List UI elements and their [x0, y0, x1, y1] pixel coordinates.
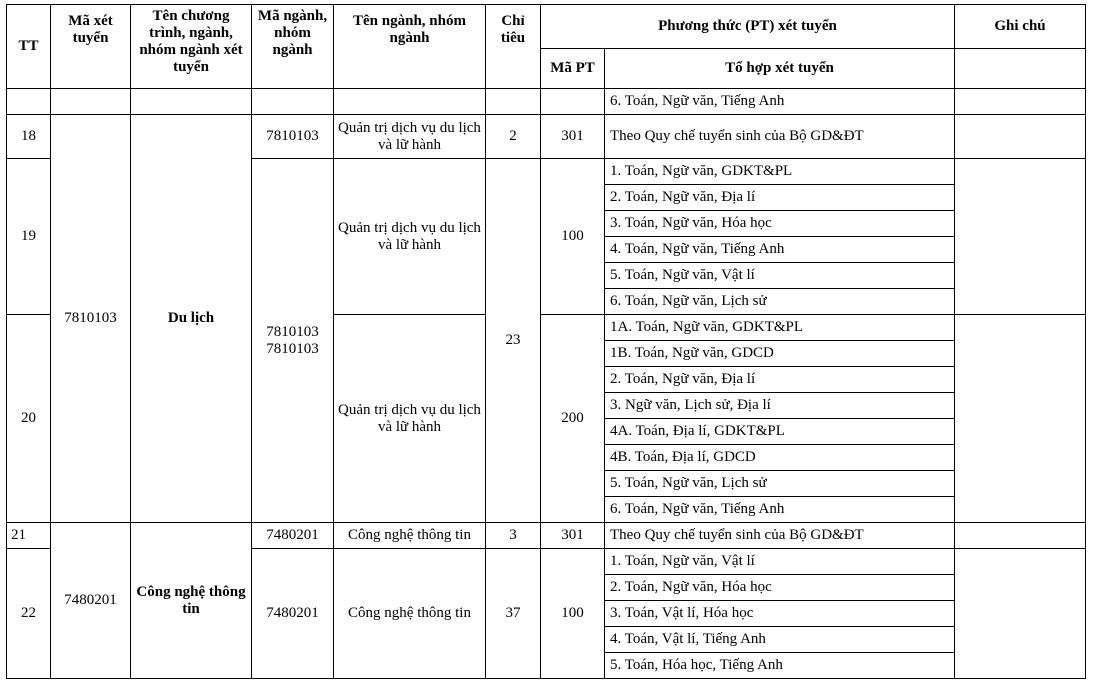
chi-tieu-cell: 3: [486, 523, 541, 549]
combo-cell: 6. Toán, Ngữ văn, Lịch sử: [605, 289, 955, 315]
combo-cell: 4B. Toán, Địa lí, GDCD: [605, 445, 955, 471]
table-row: [7, 115, 1086, 159]
combo-cell: 6. Toán, Ngữ văn, Tiếng Anh: [605, 497, 955, 523]
header-tt: TT: [7, 5, 51, 89]
combo-continuation: 6. Toán, Ngữ văn, Tiếng Anh: [605, 89, 955, 115]
cell-empty: [252, 89, 334, 115]
ma-xet-tuyen-cntt: 7480201: [51, 523, 131, 679]
ghi-chu-cell: [955, 159, 1086, 315]
combo-cell: 2. Toán, Ngữ văn, Hóa học: [605, 575, 955, 601]
combo-cell: 1B. Toán, Ngữ văn, GDCD: [605, 341, 955, 367]
table-row: [7, 523, 1086, 549]
tt-cell: 20: [7, 315, 51, 523]
combo-cell: 5. Toán, Ngữ văn, Lịch sử: [605, 471, 955, 497]
ma-nganh-line: 7810103: [266, 340, 319, 357]
chi-tieu-shared-cell: 23: [486, 159, 541, 523]
combo-cell: 1A. Toán, Ngữ văn, GDKT&PL: [605, 315, 955, 341]
chi-tieu-cell: 37: [486, 549, 541, 679]
ma-nganh-shared-cell: [252, 159, 334, 523]
tt-cell: 18: [7, 115, 51, 159]
cell-empty: [334, 89, 486, 115]
cell-empty: [51, 89, 131, 115]
cell-empty: [486, 89, 541, 115]
ma-pt-cell: 100: [541, 549, 605, 679]
ma-nganh-cell: 7810103: [252, 115, 334, 159]
combo-cell: Theo Quy chế tuyển sinh của Bộ GD&ĐT: [605, 523, 955, 549]
admission-table: [6, 4, 1086, 679]
ma-pt-cell: 200: [541, 315, 605, 523]
header-ma-pt: Mã PT: [541, 49, 605, 89]
tt-cell: 19: [7, 159, 51, 315]
ghi-chu-cell: [955, 523, 1086, 549]
header-chi-tieu: Chỉ tiêu: [486, 5, 541, 89]
ghi-chu-cell: [955, 315, 1086, 523]
tt-cell: 22: [7, 549, 51, 679]
combo-cell: 2. Toán, Ngữ văn, Địa lí: [605, 367, 955, 393]
ma-nganh-cell: 7480201: [252, 523, 334, 549]
ghi-chu-cell: [955, 89, 1086, 115]
ma-nganh-cell: 7480201: [252, 549, 334, 679]
ten-nganh-cell: Quản trị dịch vụ du lịch và lữ hành: [334, 115, 486, 159]
header-ten-chuong-trinh: Tên chương trình, ngành, nhóm ngành xét tuyển: [131, 5, 252, 89]
combo-cell: 5. Toán, Ngữ văn, Vật lí: [605, 263, 955, 289]
header-ma-xet-tuyen: Mã xét tuyển: [51, 5, 131, 89]
ma-nganh-line: 7810103: [266, 323, 319, 340]
ma-pt-cell: 301: [541, 115, 605, 159]
cell-empty: [131, 89, 252, 115]
combo-cell: 4A. Toán, Địa lí, GDKT&PL: [605, 419, 955, 445]
chi-tieu-cell: 2: [486, 115, 541, 159]
ten-nganh-cell: Công nghệ thông tin: [334, 523, 486, 549]
combo-cell: 3. Ngữ văn, Lịch sử, Địa lí: [605, 393, 955, 419]
tt-cell: 21: [7, 523, 51, 549]
ten-nganh-cell: Quản trị dịch vụ du lịch và lữ hành: [334, 159, 486, 315]
ghi-chu-cell: [955, 549, 1086, 679]
header-ma-nganh: Mã ngành, nhóm ngành: [252, 5, 334, 89]
header-phuong-thuc: Phương thức (PT) xét tuyển: [541, 5, 955, 49]
ten-nganh-cell: Quản trị dịch vụ du lịch và lữ hành: [334, 315, 486, 523]
cell-empty: [7, 89, 51, 115]
ghi-chu-cell: [955, 115, 1086, 159]
combo-cell: 1. Toán, Ngữ văn, GDKT&PL: [605, 159, 955, 185]
header-ghi-chu: Ghi chú: [955, 5, 1086, 49]
combo-cell: 4. Toán, Vật lí, Tiếng Anh: [605, 627, 955, 653]
combo-cell: 1. Toán, Ngữ văn, Vật lí: [605, 549, 955, 575]
combo-cell: Theo Quy chế tuyển sinh của Bộ GD&ĐT: [605, 115, 955, 159]
combo-cell: 4. Toán, Ngữ văn, Tiếng Anh: [605, 237, 955, 263]
ma-pt-cell: 100: [541, 159, 605, 315]
header-ten-nganh: Tên ngành, nhóm ngành: [334, 5, 486, 89]
ten-chuong-trinh-du-lich: Du lịch: [131, 115, 252, 523]
cell-empty: [541, 89, 605, 115]
admission-table-wrapper: [6, 4, 1086, 679]
ten-nganh-cell: Công nghệ thông tin: [334, 549, 486, 679]
ten-chuong-trinh-cntt: Công nghệ thông tin: [131, 523, 252, 679]
combo-cell: 3. Toán, Ngữ văn, Hóa học: [605, 211, 955, 237]
header-to-hop: Tổ hợp xét tuyển: [605, 49, 955, 89]
ma-pt-cell: 301: [541, 523, 605, 549]
ma-xet-tuyen-du-lich: 7810103: [51, 115, 131, 523]
ghi-chu-cell: [955, 49, 1086, 89]
combo-cell: 5. Toán, Hóa học, Tiếng Anh: [605, 653, 955, 679]
combo-cell: 3. Toán, Vật lí, Hóa học: [605, 601, 955, 627]
combo-cell: 2. Toán, Ngữ văn, Địa lí: [605, 185, 955, 211]
